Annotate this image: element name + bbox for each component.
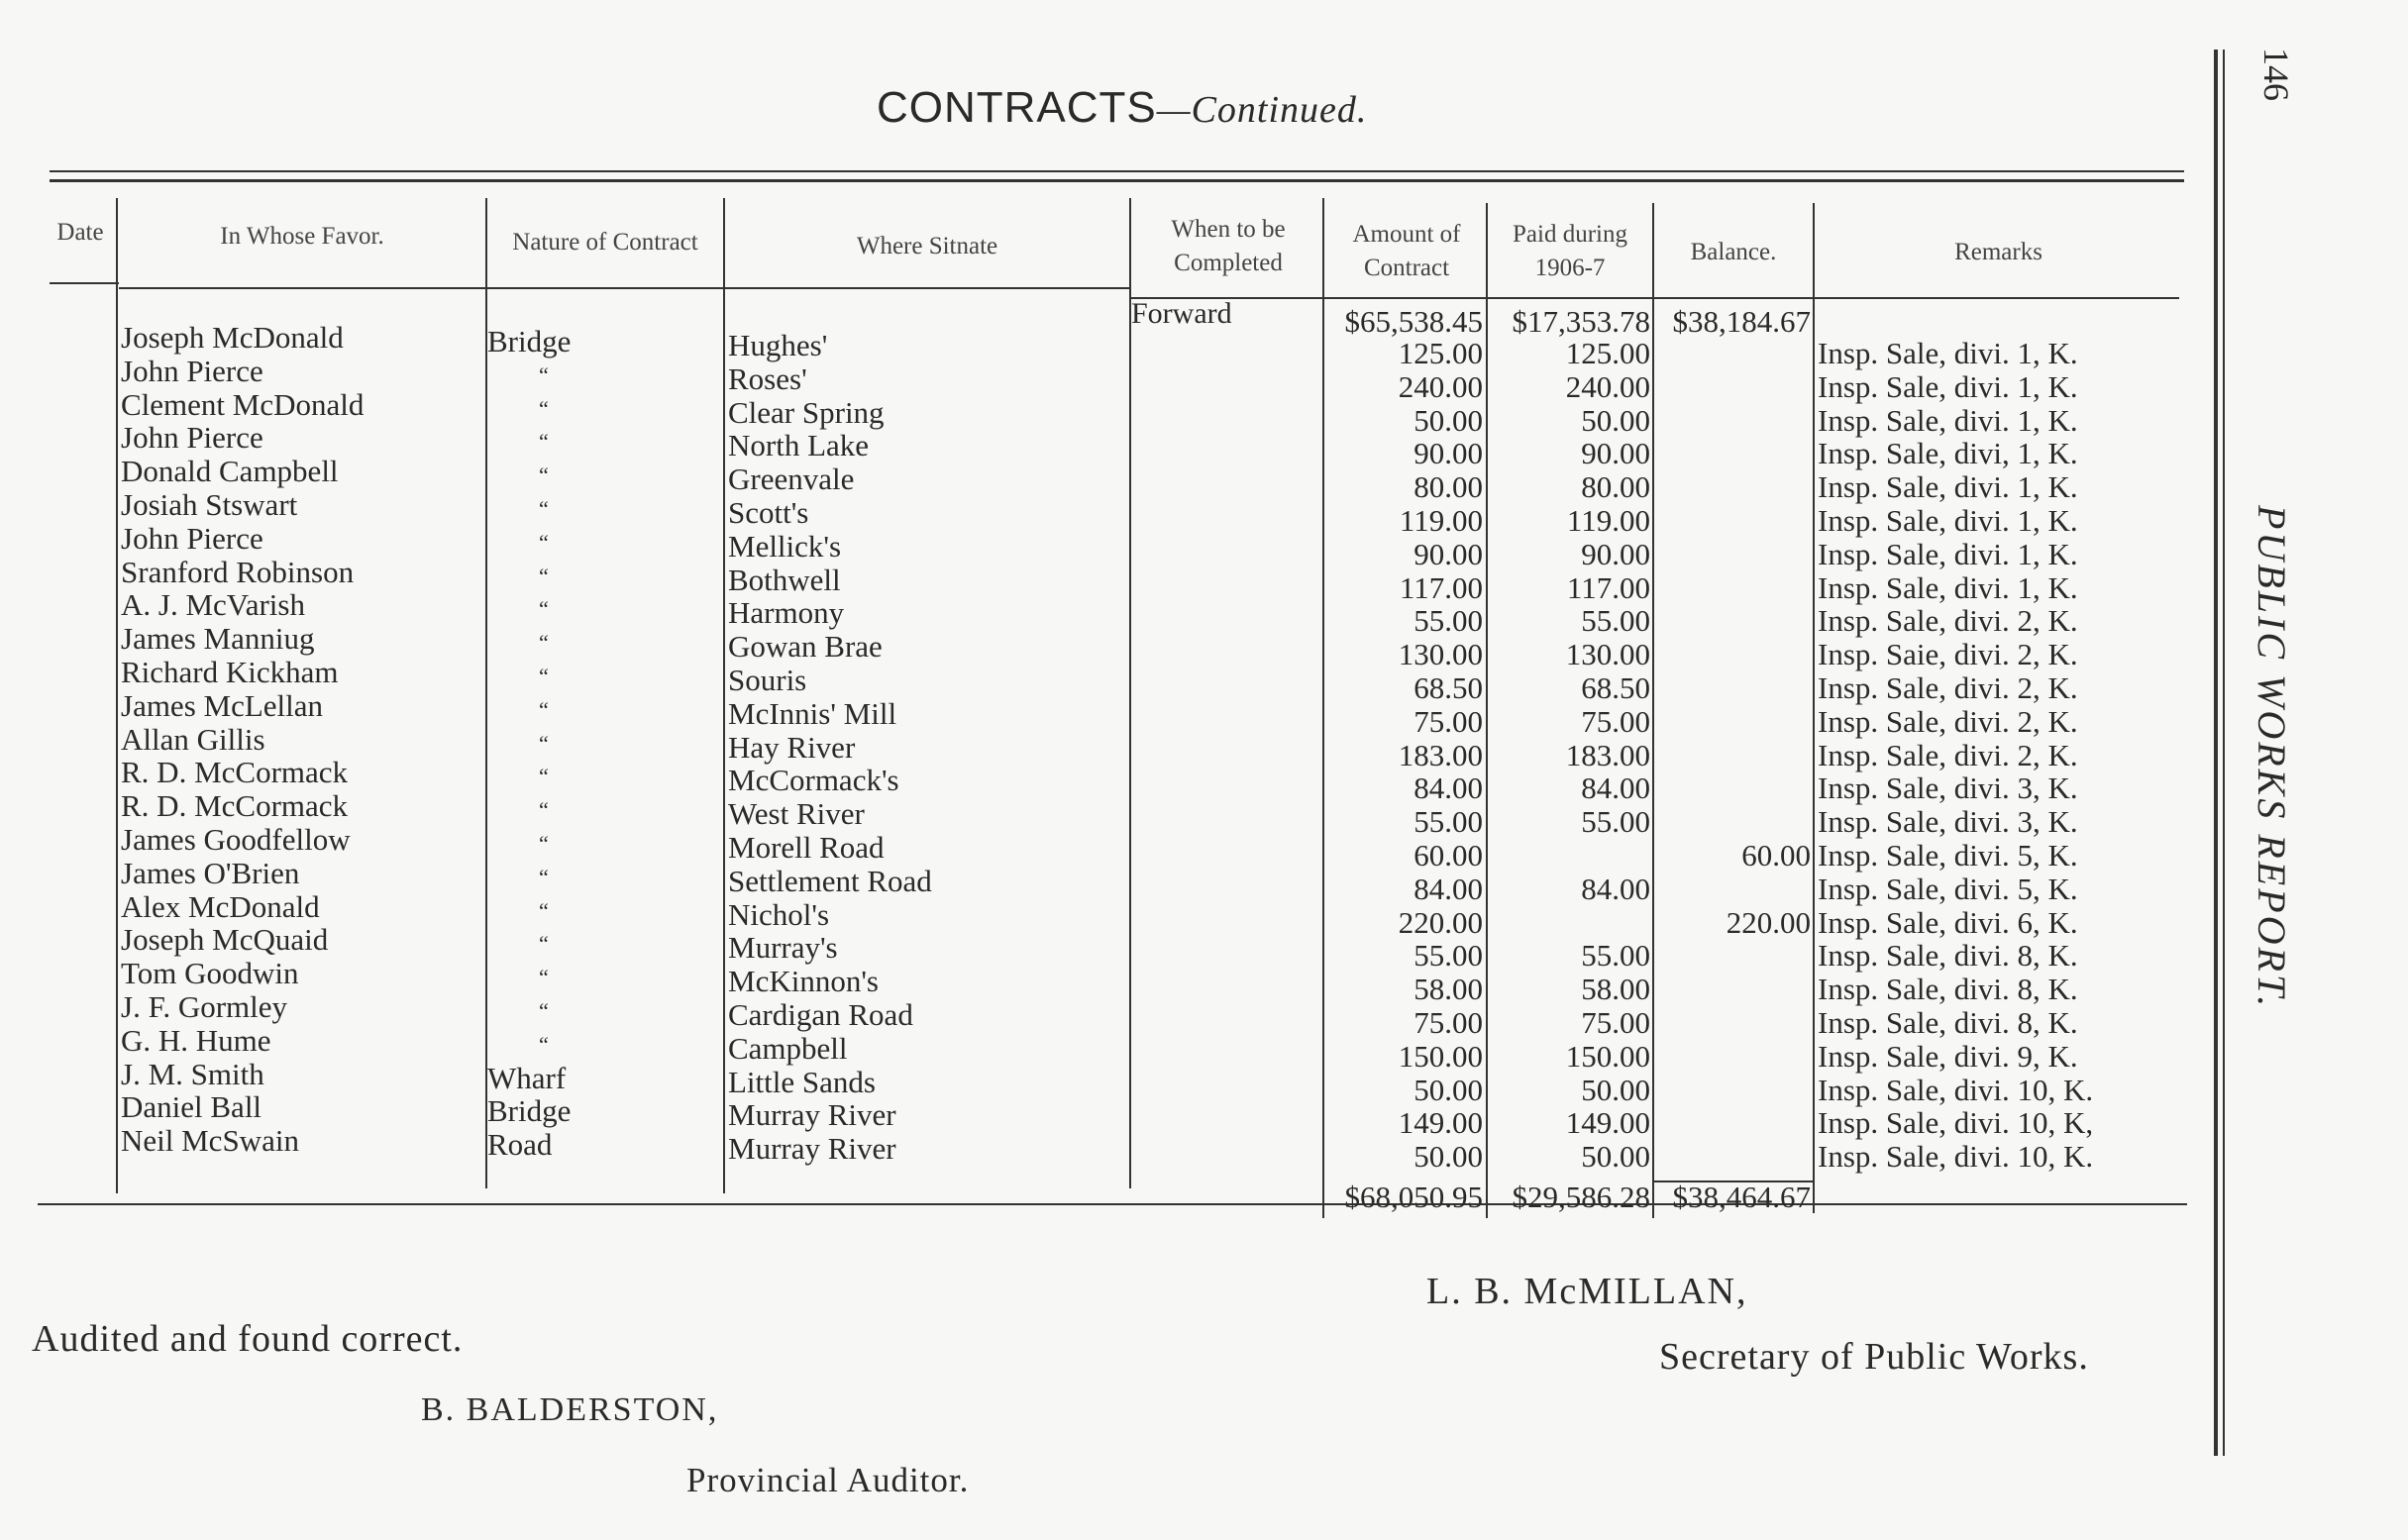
cell-amount: 55.00 [1413,603,1483,639]
cell-amount: 84.00 [1413,871,1483,906]
cell-balance [1652,604,1811,638]
cell-balance [1652,705,1811,739]
cell-favor: R. D. McCormack [121,788,349,824]
cell-remarks: Insp. Sale, divi. 5, K. [1818,871,2078,906]
cell-balance [1652,1106,1811,1140]
cell-nature: “ [539,730,549,756]
cell-nature: “ [539,931,549,957]
header-rule [1129,297,2179,299]
title-main: CONTRACTS [877,83,1157,132]
cell-amount: 75.00 [1413,1004,1483,1040]
cell-amount: 50.00 [1413,1072,1483,1107]
cell-remarks: Insp. Sale, divi. 10, K, [1818,1105,2094,1141]
title-suffix: —Continued. [1156,89,1368,131]
cell-amount: 75.00 [1413,703,1483,739]
col-sep [1813,203,1815,1213]
header-favor: In Whose Favor. [220,223,384,250]
cell-paid: 125.00 [1565,336,1650,370]
cell-where: Souris [728,662,807,697]
cell-nature: “ [539,1031,549,1057]
cell-nature: “ [539,395,549,421]
cell-nature: “ [539,830,549,856]
cell-nature: “ [539,696,549,722]
cell-favor: Clement McDonald [121,386,365,422]
cell-amount: 50.00 [1413,402,1483,438]
cell-balance [1652,1040,1811,1074]
cell-paid: 119.00 [1566,502,1650,538]
cell-where: Greenvale [728,462,855,497]
cell-favor: Alex McDonald [121,888,320,924]
cell-remarks: Insp. Sale, divi. 1, K. [1818,536,2078,571]
cell-amount: 90.00 [1413,436,1483,471]
cell-remarks: Insp. Sale, divi. 8, K. [1818,972,2078,1007]
cell-paid: 58.00 [1581,972,1650,1007]
cell-where: West River [728,796,865,832]
cell-favor: A. J. McVarish [121,587,305,623]
header-nature: Nature of Contract [512,229,698,256]
cell-amount: 55.00 [1413,804,1483,840]
cell-amount: 58.00 [1413,972,1483,1007]
cell-paid: 150.00 [1565,1038,1650,1074]
cell-amount: 220.00 [1398,904,1483,940]
cell-paid: 90.00 [1581,436,1650,471]
cell-paid [1486,906,1650,940]
cell-where: Morell Road [728,829,885,865]
cell-paid: 55.00 [1581,938,1650,974]
cell-nature: Bridge [487,324,572,359]
cell-favor: John Pierce [121,420,263,456]
cell-amount: 68.50 [1413,669,1483,705]
secretary-title: Secretary of Public Works. [1659,1336,2089,1378]
header-balance: Balance. [1690,239,1777,265]
cell-where: McKinnon's [728,964,879,999]
cell-amount: 150.00 [1398,1038,1483,1074]
cell-where: McInnis' Mill [728,695,897,731]
cell-amount: 119.00 [1399,502,1483,538]
cell-where: Harmony [728,595,845,631]
cell-favor: Joseph McQuaid [121,922,329,958]
bottom-rule [38,1203,2187,1205]
cell-paid: 84.00 [1581,770,1650,806]
cell-paid: 117.00 [1566,569,1650,605]
cell-nature: “ [539,361,549,387]
cell-favor: Sranford Robinson [121,554,355,589]
cell-nature: “ [539,495,549,521]
cell-favor: James O'Brien [121,855,300,890]
cell-favor: Daniel Ball [121,1089,262,1125]
cell-remarks: Insp. Sale, divi. 1, K. [1818,502,2078,538]
amount-column [1322,337,1483,1174]
cell-where: Settlement Road [728,863,932,898]
cell-remarks: Insp. Sale, divi. 10, K. [1818,1072,2094,1107]
cell-remarks: Insp. Sale, divi. 2, K. [1818,603,2078,639]
cell-where: Little Sands [728,1064,876,1099]
cell-amount: 183.00 [1398,737,1483,772]
cell-paid [1486,839,1650,873]
cell-remarks: Insp. Sale, divi. 10, K. [1818,1139,2094,1175]
cell-nature: “ [539,797,549,823]
total-amount: $68,050.95 [1344,1180,1483,1214]
cell-where: North Lake [728,428,870,463]
cell-favor: John Pierce [121,520,263,556]
cell-nature: “ [539,897,549,923]
page-number: 146 [2256,48,2296,101]
cell-amount: 90.00 [1413,536,1483,571]
cell-favor: James Manniug [121,621,315,657]
cell-where: Hay River [728,729,856,765]
cell-nature: Wharf [487,1060,567,1095]
header-date: Date [56,219,104,246]
cell-favor: Allan Gillis [121,721,265,757]
favor-column [121,321,364,1158]
cell-nature: Bridge [487,1093,572,1129]
auditor-name: B. BALDERSTON, [421,1391,719,1428]
forward-label: Forward [1131,297,1232,330]
cell-remarks: Insp. Sale, divi, 1, K. [1818,436,2078,471]
header-remarks: Remarks [1954,239,2042,265]
cell-balance: 220.00 [1726,904,1811,940]
cell-where: Roses' [728,360,807,396]
cell-remarks: Insp. Sale, divi. 1, K. [1818,569,2078,605]
cell-remarks: Insp. Sale, divi. 3, K. [1818,770,2078,806]
cell-amount: 55.00 [1413,938,1483,974]
cell-remarks: Insp. Sale, divi. 2, K. [1818,669,2078,705]
cell-favor: Josiah Stswart [121,486,298,522]
top-rule-thick [50,179,2184,182]
cell-paid: 183.00 [1565,737,1650,772]
cell-nature: “ [539,965,549,990]
cell-nature: “ [539,596,549,622]
cell-amount: 80.00 [1413,469,1483,505]
cell-amount: 84.00 [1413,770,1483,806]
cell-balance [1652,671,1811,705]
cell-nature: “ [539,529,549,555]
forward-amount: $65,538.45 [1344,304,1483,339]
cell-balance [1652,939,1811,973]
forward-balance: $38,184.67 [1672,304,1811,339]
cell-balance [1652,571,1811,605]
cell-paid: 75.00 [1581,1004,1650,1040]
cell-remarks: Insp. Sale, divi. 8, K. [1818,1004,2078,1040]
cell-nature: “ [539,563,549,588]
cell-favor: Tom Goodwin [121,956,299,991]
cell-nature: “ [539,864,549,889]
cell-favor: Donald Campbell [121,454,339,489]
cell-balance [1652,771,1811,805]
cell-favor: R. D. McCormack [121,755,349,790]
cell-balance [1652,1140,1811,1174]
cell-balance [1652,504,1811,538]
top-rule-thin [50,170,2184,172]
cell-where: Murray River [728,1097,896,1133]
cell-where: Bothwell [728,562,841,597]
cell-amount: 60.00 [1413,837,1483,873]
remarks-column [1818,337,2093,1174]
cell-remarks: Insp. Sale, divi. 1, K. [1818,402,2078,438]
cell-paid: 90.00 [1581,536,1650,571]
total-balance: $38,464.67 [1672,1180,1811,1214]
cell-where: Scott's [728,494,809,530]
cell-balance [1652,873,1811,906]
cell-where: Cardigan Road [728,996,913,1032]
cell-amount: 130.00 [1398,637,1483,672]
cell-where: Murray's [728,930,838,966]
cell-balance [1652,638,1811,671]
cell-remarks: Insp. Sale, divi. 1, K. [1818,469,2078,505]
cell-favor: J. M. Smith [121,1056,264,1091]
cell-nature: “ [539,630,549,656]
cell-paid: 84.00 [1581,871,1650,906]
audited-text: Audited and found correct. [32,1318,464,1360]
cell-where: Clear Spring [728,394,885,430]
cell-nature: “ [539,429,549,455]
cell-paid: 68.50 [1581,669,1650,705]
page-title [877,83,1367,133]
header-rule [119,287,1129,289]
cell-amount: 240.00 [1398,368,1483,404]
cell-paid: 55.00 [1581,804,1650,840]
cell-remarks: Insp. Sale, divi. 3, K. [1818,804,2078,840]
total-paid: $29,586.28 [1512,1180,1650,1214]
cell-paid: 240.00 [1565,368,1650,404]
cell-amount: 117.00 [1399,569,1483,605]
header-when: When to be Completed [1171,216,1286,276]
cell-nature: Road [487,1127,553,1163]
cell-where: McCormack's [728,763,899,798]
secretary-name: L. B. McMILLAN, [1426,1271,1748,1312]
cell-nature: “ [539,462,549,488]
cell-paid: 130.00 [1565,637,1650,672]
cell-favor: James McLellan [121,687,324,723]
cell-nature: “ [539,663,549,688]
cell-balance [1652,538,1811,571]
right-border-rule [2214,50,2218,1456]
cell-favor: Joseph McDonald [121,320,344,355]
cell-balance [1652,370,1811,404]
cell-favor: Richard Kickham [121,654,339,689]
cell-remarks: Insp. Sale, divi. 1, K. [1818,368,2078,404]
cell-remarks: Insp. Sale, divi. 1, K. [1818,336,2078,370]
cell-balance [1652,1006,1811,1040]
cell-nature: “ [539,997,549,1023]
cell-amount: 125.00 [1398,336,1483,370]
cell-favor: James Goodfellow [121,821,351,857]
auditor-title: Provincial Auditor. [686,1461,970,1499]
cell-remarks: Insp. Sale, divi. 9, K. [1818,1038,2078,1074]
side-title: PUBLIC WORKS REPORT. [2250,505,2294,1010]
col-sep [723,198,725,1193]
cell-where: Murray River [728,1131,896,1167]
forward-paid: $17,353.78 [1512,304,1650,339]
header-paid: Paid during 1906-7 [1513,221,1627,281]
cell-balance [1652,437,1811,470]
cell-remarks: Insp. Sale, divi. 2, K. [1818,737,2078,772]
cell-paid: 50.00 [1581,1072,1650,1107]
nature-column [487,325,571,1162]
right-border-rule-inner [2223,50,2225,1456]
where-column [728,329,932,1166]
cell-where: Gowan Brae [728,629,883,665]
cell-amount: 50.00 [1413,1139,1483,1175]
cell-remarks: Insp. Sale, divi. 5, K. [1818,837,2078,873]
cell-favor: Neil McSwain [121,1123,299,1159]
cell-paid: 75.00 [1581,703,1650,739]
cell-paid: 149.00 [1565,1105,1650,1141]
cell-where: Campbell [728,1030,848,1066]
cell-balance [1652,1074,1811,1107]
cell-remarks: Insp. Sale, divi. 2, K. [1818,703,2078,739]
cell-paid: 55.00 [1581,603,1650,639]
col-sep [116,198,118,1193]
paid-column [1486,337,1650,1174]
cell-balance [1652,337,1811,370]
cell-balance: 60.00 [1741,837,1811,873]
cell-paid: 50.00 [1581,1139,1650,1175]
cell-balance [1652,973,1811,1006]
cell-favor: J. F. Gormley [121,988,288,1024]
cell-where: Hughes' [728,328,828,362]
cell-favor: John Pierce [121,353,263,388]
cell-remarks: Insp. Sale, divi. 6, K. [1818,904,2078,940]
cell-remarks: Insp. Saie, divi. 2, K. [1818,637,2078,672]
cell-where: Mellick's [728,528,842,564]
cell-nature: “ [539,764,549,789]
col-sep [1129,198,1131,1188]
cell-balance [1652,739,1811,772]
cell-favor: G. H. Hume [121,1022,271,1058]
cell-balance [1652,404,1811,438]
header-rule [50,282,119,284]
cell-amount: 149.00 [1398,1105,1483,1141]
cell-paid: 50.00 [1581,402,1650,438]
cell-balance [1652,470,1811,504]
balance-column [1652,337,1811,1174]
cell-paid: 80.00 [1581,469,1650,505]
cell-where: Nichol's [728,896,830,932]
header-amount: Amount of Contract [1352,221,1461,281]
cell-balance [1652,805,1811,839]
cell-remarks: Insp. Sale, divi. 8, K. [1818,938,2078,974]
header-where: Where Sitnate [856,233,998,259]
